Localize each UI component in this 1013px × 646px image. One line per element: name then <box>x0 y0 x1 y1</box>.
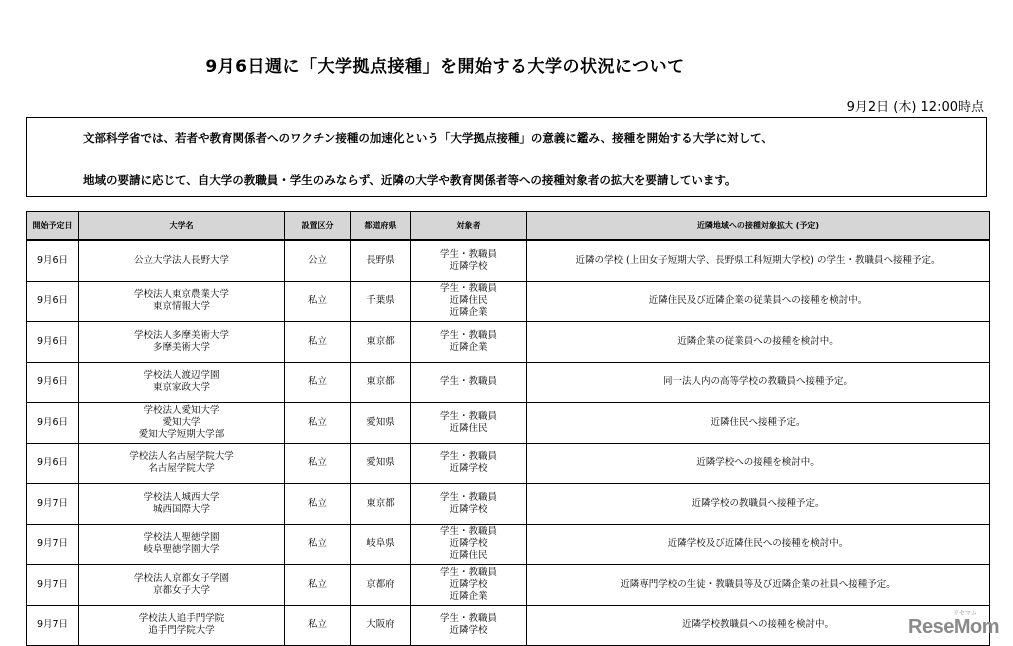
cell-prefecture: 京都府 <box>351 565 411 606</box>
univ-line: 京都女子大学 <box>152 584 210 596</box>
target-line: 学生・教職員 <box>439 613 497 625</box>
target-line: 学生・教職員 <box>439 248 497 260</box>
cell-type: 私立 <box>285 605 351 646</box>
univ-line: 多摩美術大学 <box>152 341 210 353</box>
cell-type: 私立 <box>285 281 351 322</box>
table-header-row <box>27 212 990 241</box>
target-line: 近隣学校 <box>449 538 488 550</box>
cell-target <box>411 565 527 606</box>
cell-expansion: 近隣学校への接種を検討中。 <box>527 443 990 484</box>
table-row <box>27 240 990 281</box>
header-prefecture: 都道府県 <box>351 212 411 241</box>
target-line: 近隣学校 <box>449 463 488 475</box>
cell-university <box>79 565 285 606</box>
univ-line: 学校法人城西大学 <box>143 491 220 503</box>
univ-line: 名古屋学院大学 <box>148 463 215 475</box>
cell-university <box>79 605 285 646</box>
table-row <box>27 484 990 525</box>
cell-date: 9月6日 <box>27 322 79 363</box>
cell-target <box>411 281 527 322</box>
cell-type: 私立 <box>285 362 351 403</box>
univ-line: 東京家政大学 <box>152 382 210 394</box>
univ-line: 公立大学法人長野大学 <box>133 254 229 266</box>
cell-date: 9月6日 <box>27 362 79 403</box>
target-line: 学生・教職員 <box>439 410 497 422</box>
cell-expansion: 近隣住民へ接種予定。 <box>527 403 990 444</box>
cell-type: 私立 <box>285 322 351 363</box>
cell-prefecture: 千葉県 <box>351 281 411 322</box>
target-line: 学生・教職員 <box>439 491 497 503</box>
cell-date: 9月7日 <box>27 484 79 525</box>
univ-line: 学校法人東京農業大学 <box>133 289 229 301</box>
cell-type: 私立 <box>285 443 351 484</box>
notice-box <box>26 117 987 197</box>
cell-expansion: 近隣の学校 (上田女子短期大学、長野県工科短期大学校) の学生・教職員へ接種予定。 <box>527 240 990 281</box>
target-line: 学生・教職員 <box>439 376 497 388</box>
univ-line: 岐阜聖徳学園大学 <box>143 544 220 556</box>
target-line: 近隣住民 <box>449 295 488 307</box>
cell-university <box>79 322 285 363</box>
target-line: 近隣学校 <box>449 260 488 272</box>
cell-university <box>79 240 285 281</box>
table-row <box>27 322 990 363</box>
target-line: 学生・教職員 <box>439 283 497 295</box>
univ-line: 東京情報大学 <box>152 301 210 313</box>
cell-target <box>411 362 527 403</box>
cell-university <box>79 403 285 444</box>
page-title: 9月6日週に「大学拠点接種」を開始する大学の状況について <box>205 57 685 77</box>
cell-prefecture: 愛知県 <box>351 403 411 444</box>
table-row <box>27 443 990 484</box>
cell-university <box>79 281 285 322</box>
cell-target <box>411 524 527 565</box>
target-line: 近隣住民 <box>449 550 488 562</box>
cell-expansion: 近隣企業の従業員への接種を検討中。 <box>527 322 990 363</box>
cell-expansion: 同一法人内の高等学校の教職員へ接種予定。 <box>527 362 990 403</box>
cell-date: 9月6日 <box>27 403 79 444</box>
cell-date: 9月6日 <box>27 281 79 322</box>
cell-type: 私立 <box>285 484 351 525</box>
cell-prefecture: 東京都 <box>351 362 411 403</box>
cell-expansion: 近隣学校の教職員へ接種予定。 <box>527 484 990 525</box>
univ-line: 愛知大学 <box>162 416 201 428</box>
cell-prefecture: 長野県 <box>351 240 411 281</box>
cell-prefecture: 愛知県 <box>351 443 411 484</box>
notice-line-2: 地域の要請に応じて、自大学の教職員・学生のみならず、近隣の大学や教育関係者等への接種対象者の拡大を要請しています。 <box>83 173 737 187</box>
header-university: 大学名 <box>79 212 285 241</box>
target-line: 近隣企業 <box>449 341 488 353</box>
target-line: 近隣学校 <box>449 503 488 515</box>
header-expansion: 近隣地域への接種対象拡大 (予定) <box>527 212 990 241</box>
target-line: 近隣学校 <box>449 625 488 637</box>
cell-type: 私立 <box>285 565 351 606</box>
cell-date: 9月7日 <box>27 605 79 646</box>
header-type: 設置区分 <box>285 212 351 241</box>
university-table <box>26 211 990 646</box>
table-row <box>27 605 990 646</box>
cell-expansion: 近隣住民及び近隣企業の従業員への接種を検討中。 <box>527 281 990 322</box>
cell-expansion: 近隣学校及び近隣住民への接種を検討中。 <box>527 524 990 565</box>
cell-expansion: 近隣学校教職員への接種を検討中。 <box>527 605 990 646</box>
univ-line: 学校法人聖徳学園 <box>143 532 220 544</box>
univ-line: 学校法人名古屋学院大学 <box>129 451 234 463</box>
univ-line: 学校法人追手門学院 <box>138 613 225 625</box>
table-row <box>27 281 990 322</box>
cell-expansion: 近隣専門学校の生徒・教職員等及び近隣企業の社員へ接種予定。 <box>527 565 990 606</box>
univ-line: 追手門学院大学 <box>148 625 215 637</box>
target-line: 学生・教職員 <box>439 526 497 538</box>
cell-prefecture: 東京都 <box>351 322 411 363</box>
notice-line-1: 文部科学省では、若者や教育関係者へのワクチン接種の加速化という「大学拠点接種」の意義に鑑み、接種を開始する大学に対して、 <box>83 131 773 145</box>
target-line: 学生・教職員 <box>439 329 497 341</box>
table-row <box>27 565 990 606</box>
cell-prefecture: 岐阜県 <box>351 524 411 565</box>
cell-target <box>411 240 527 281</box>
univ-line: 学校法人渡辺学園 <box>143 370 220 382</box>
cell-university <box>79 362 285 403</box>
table-row <box>27 403 990 444</box>
header-start-date: 開始予定日 <box>27 212 79 241</box>
cell-university <box>79 484 285 525</box>
cell-target <box>411 605 527 646</box>
watermark-sub: リセマム <box>953 610 977 617</box>
cell-university <box>79 443 285 484</box>
cell-prefecture: 東京都 <box>351 484 411 525</box>
target-line: 学生・教職員 <box>439 566 497 578</box>
univ-line: 愛知大学短期大学部 <box>138 428 225 440</box>
table-row <box>27 524 990 565</box>
target-line: 近隣企業 <box>449 307 488 319</box>
cell-date: 9月7日 <box>27 524 79 565</box>
cell-target <box>411 322 527 363</box>
univ-line: 学校法人愛知大学 <box>143 404 220 416</box>
cell-type: 私立 <box>285 524 351 565</box>
univ-line: 学校法人多摩美術大学 <box>133 329 229 341</box>
target-line: 学生・教職員 <box>439 451 497 463</box>
cell-date: 9月7日 <box>27 565 79 606</box>
cell-date: 9月6日 <box>27 240 79 281</box>
table-row <box>27 362 990 403</box>
target-line: 近隣学校 <box>449 578 488 590</box>
cell-target <box>411 403 527 444</box>
cell-type: 私立 <box>285 403 351 444</box>
cell-university <box>79 524 285 565</box>
cell-prefecture: 大阪府 <box>351 605 411 646</box>
univ-line: 城西国際大学 <box>152 503 210 515</box>
cell-date: 9月6日 <box>27 443 79 484</box>
cell-target <box>411 484 527 525</box>
as-of-date: 9月2日 (木) 12:00時点 <box>846 100 984 115</box>
resemom-watermark-logo: ReseMom <box>908 616 999 638</box>
target-line: 近隣企業 <box>449 590 488 602</box>
target-line: 近隣住民 <box>449 422 488 434</box>
univ-line: 学校法人京都女子学園 <box>133 572 229 584</box>
cell-target <box>411 443 527 484</box>
cell-type: 公立 <box>285 240 351 281</box>
header-target: 対象者 <box>411 212 527 241</box>
